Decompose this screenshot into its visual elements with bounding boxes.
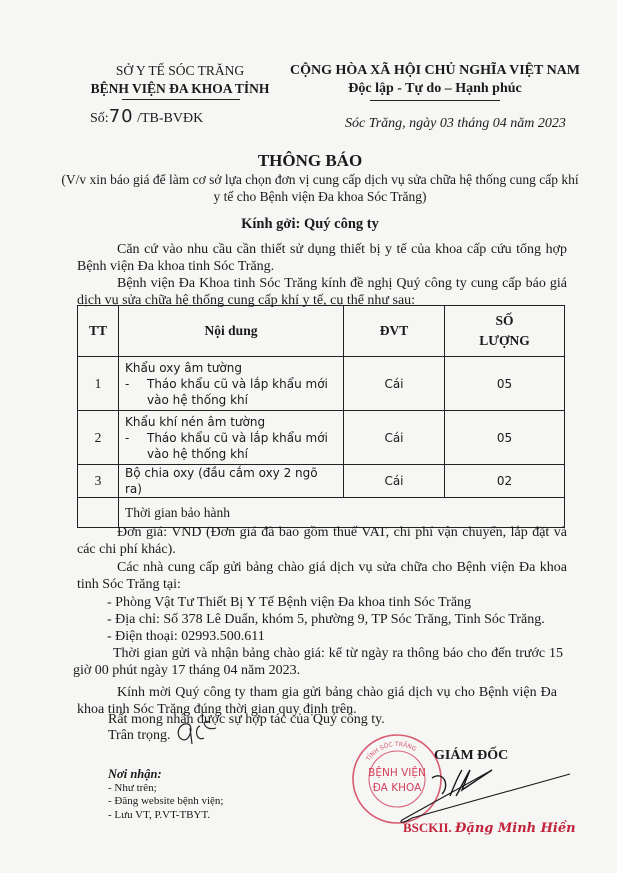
issuer-department: SỞ Y TẾ SÓC TRĂNG [115, 63, 245, 78]
table-row [78, 411, 565, 465]
signer-title: GIÁM ĐỐC [434, 748, 509, 763]
header-tt: TT [78, 306, 119, 357]
recipient-item: - Như trên; [108, 781, 157, 794]
address-location: - Địa chỉ: Số 378 Lê Duẩn, khóm 5, phường 9, TP Sóc Trăng, Tinh Sóc Trăng. [107, 612, 545, 627]
cell-unit: Cái [344, 411, 445, 465]
cell-unit: Cái [344, 357, 445, 411]
item-subtask [125, 376, 337, 408]
document-title: THÔNG BÁO [257, 151, 363, 170]
national-motto-block [280, 62, 590, 98]
item-title: Khẩu oxy âm tường [125, 360, 242, 375]
cell-content [119, 357, 344, 411]
cell-warranty: Thời gian bảo hành [119, 498, 565, 528]
recipient-item: - Đăng website bệnh viện; [108, 795, 224, 807]
cell-tt: 1 [78, 357, 119, 411]
paragraph-basis: Căn cứ vào nhu cầu cần thiết sử dụng thiết bị y tế của khoa cấp cứu tổng hợp Bệnh viện Đa khoa tinh Sóc Trăng. [77, 242, 567, 274]
table-row [78, 465, 565, 498]
header-quantity [445, 306, 565, 357]
items-table [77, 305, 565, 528]
dash-bullet: - [125, 376, 130, 391]
paragraph-suppliers: Các nhà cung cấp gửi bảng chào giá dịch vụ sửa chữa cho Bệnh viện Đa khoa tinh Sóc Trăng tại: [77, 560, 567, 592]
closing-cooperation: Rất mong nhận được sự hợp tác của Quý công ty. [108, 712, 385, 727]
greeting: Kính gởi: Quý công ty [241, 216, 379, 232]
number-prefix: Số: [90, 111, 109, 126]
cell-content: Bộ chia oxy (đầu cắm oxy 2 ngõ ra) [119, 465, 344, 498]
item-subtask-text: Tháo khẩu cũ và lắp khẩu mới vào hệ thống khí [147, 430, 328, 461]
stamp-line1: BỆNH VIỆN [368, 767, 426, 779]
signer-degree: BSCKII. [403, 820, 452, 835]
cell-tt: 2 [78, 411, 119, 465]
paragraph-unit-price: Đơn giá: VND (Đơn giá đã bao gồm thuế VAT, chi phí vận chuyển, lắp đặt và các chi phí khác). [77, 525, 567, 557]
header-quantity-line1: SỐ [495, 313, 514, 328]
paragraph-deadline: Thời gian gửi và nhận bảng chào giá: kể từ ngày ra thông báo cho đến trước 15 giờ 00 phút ngày 17 tháng 04 năm 2023. [73, 646, 563, 678]
document-number [90, 106, 203, 127]
table-footer-row [78, 498, 565, 528]
director-signature [392, 766, 572, 826]
stamp-line2: ĐA KHOA [372, 782, 422, 794]
signer-name [403, 820, 576, 836]
address-phone: - Điện thoại: 02993.500.611 [107, 629, 265, 644]
issuer-hospital: BỆNH VIỆN ĐA KHOA TỈNH [90, 81, 270, 96]
closing-regards: Trân trọng. [108, 728, 171, 743]
cell-tt: 3 [78, 465, 119, 498]
number-suffix: /TB-BVĐK [133, 111, 204, 126]
cell-unit: Cái [344, 465, 445, 498]
cell-quantity: 02 [445, 465, 565, 498]
header-content: Nội dung [119, 306, 344, 357]
dash-bullet: - [125, 430, 130, 445]
nation-motto: Độc lập - Tự do – Hạnh phúc [348, 81, 522, 96]
recipient-item: - Lưu VT, P.VT-TBYT. [108, 808, 211, 821]
number-handwritten: 70 [108, 106, 134, 127]
issuer-block [60, 62, 300, 98]
paragraph-request: Bệnh viện Đa Khoa tinh Sóc Trăng kính đề nghị Quý công ty cung cấp báo giá dịch vụ sửa chữa hệ thống cung cấp khí y tế, cụ thể như sau: [77, 276, 567, 308]
issuer-underline [122, 99, 240, 100]
header-quantity-line2: LƯỢNG [479, 333, 530, 348]
paragraph-invitation: Kính mời Quý công ty tham gia gửi bảng chào giá dịch vụ cho Bệnh viện Đa khoa tinh Sóc Trăng đúng thời gian quy định trên. [77, 685, 557, 717]
header-unit: ĐVT [344, 306, 445, 357]
item-title: Khẩu khí nén âm tường [125, 414, 266, 429]
table-row [78, 357, 565, 411]
cell-content [119, 411, 344, 465]
document-subject: (V/v xin báo giá để làm cơ sở lựa chọn đơn vị cung cấp dịch vụ sửa chữa hệ thống cung cấp khí y tế cho Bệnh viện Đa khoa Sóc Trăng) [61, 172, 579, 204]
handwritten-initials [170, 714, 240, 748]
table-header-row [78, 306, 565, 357]
stamp-ring-textpath: TỈNH SÓC TRĂNG [365, 740, 418, 763]
document-date: Sóc Trăng, ngày 03 tháng 04 năm 2023 [345, 116, 566, 131]
item-subtask [125, 430, 337, 462]
recipients-block [108, 768, 223, 822]
address-department: - Phòng Vật Tư Thiết Bị Y Tế Bệnh viện Đa khoa tinh Sóc Trăng [107, 595, 472, 610]
cell-empty [78, 498, 119, 528]
recipients-heading: Nơi nhận: [108, 767, 162, 781]
cell-quantity: 05 [445, 411, 565, 465]
nation-name: CỘNG HÒA XÃ HỘI CHỦ NGHĨA VIỆT NAM [289, 63, 580, 78]
cell-quantity: 05 [445, 357, 565, 411]
motto-underline [370, 100, 500, 101]
signer-fullname: Đặng Minh Hiền [455, 821, 576, 836]
item-subtask-text: Tháo khẩu cũ và lắp khẩu mới vào hệ thống khí [147, 376, 328, 407]
